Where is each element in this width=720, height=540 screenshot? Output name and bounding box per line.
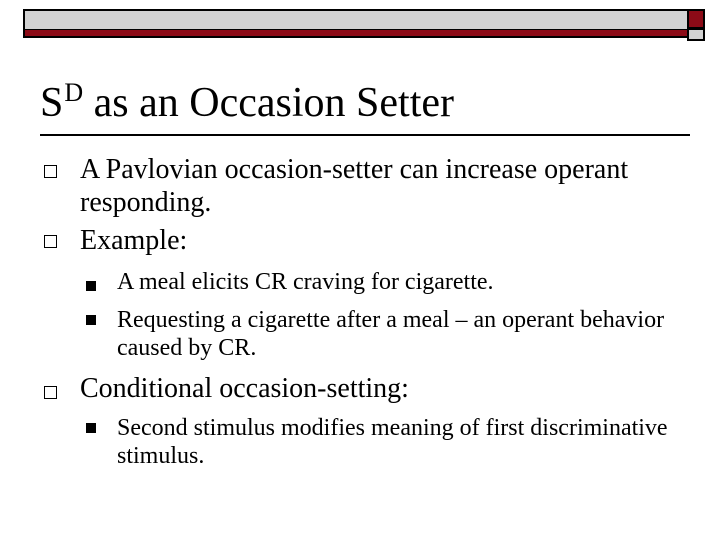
hollow-square-icon [44, 165, 57, 178]
bullet-3-text: Conditional occasion-setting: [80, 373, 409, 404]
band-red-bar [23, 29, 687, 38]
title-superscript: D [64, 78, 84, 107]
title-rest: as an Occasion Setter [83, 80, 455, 126]
red-square-decoration [687, 9, 705, 29]
hollow-square-icon [44, 235, 57, 248]
bullet-2-sub-1: A meal elicits CR craving for cigarette. [117, 269, 494, 295]
bullet-3-sub-1: Second stimulus modifies meaning of first discriminative stimulus. [117, 415, 668, 469]
filled-square-icon [86, 423, 96, 433]
slide-title [40, 78, 454, 133]
band-gray-bar [23, 9, 687, 29]
bullet-2-text: Example: [80, 225, 188, 256]
bullet-1-text: A Pavlovian occasion-setter can increase operant responding. [80, 154, 629, 218]
filled-square-icon [86, 281, 96, 291]
hollow-square-icon [44, 386, 57, 399]
title-underline [40, 134, 690, 136]
filled-square-icon [86, 315, 96, 325]
title-main: S [40, 80, 64, 126]
gray-square-decoration [687, 29, 705, 41]
top-decorative-band [0, 0, 720, 46]
bullet-2-sub-2: Requesting a cigarette after a meal – an operant behavior caused by CR. [117, 307, 665, 361]
